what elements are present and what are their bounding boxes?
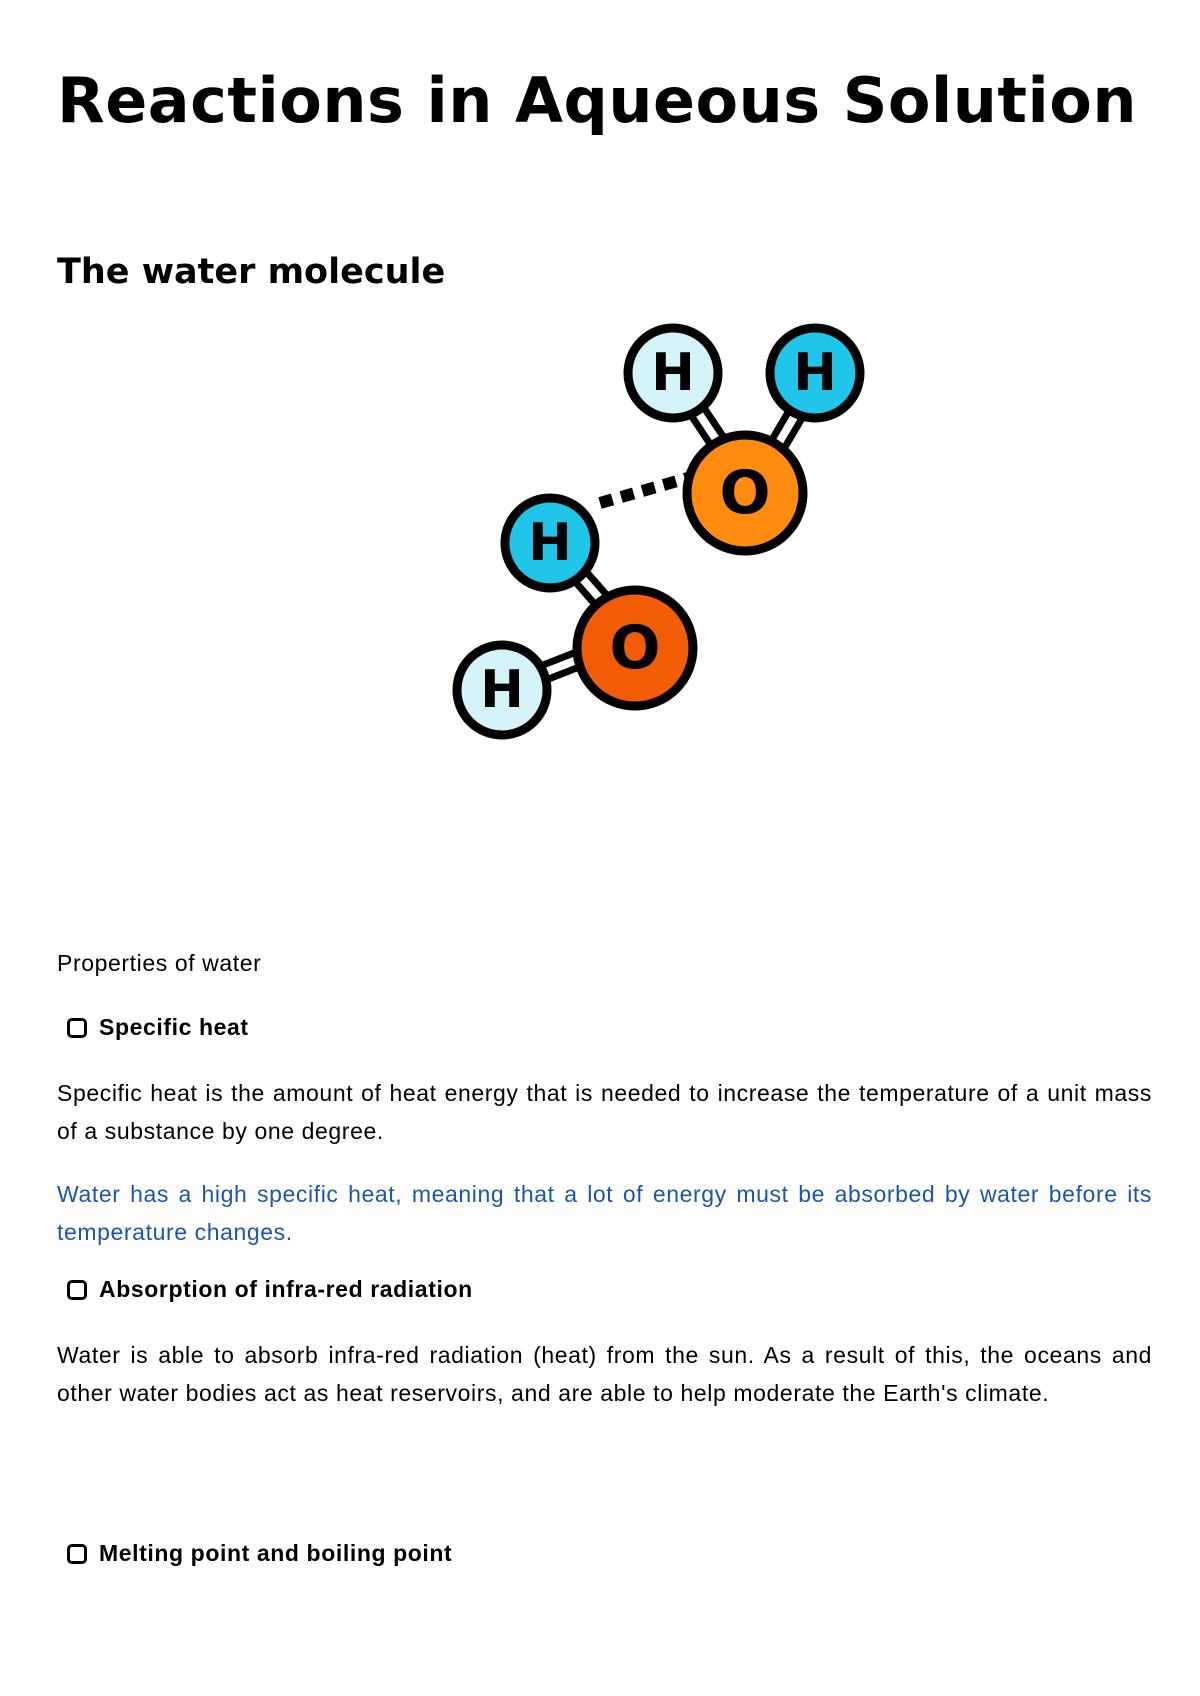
specific-heat-highlight: Water has a high specific heat, meaning that a lot of energy must be absorbed by water before its temperature changes. bbox=[57, 1181, 1152, 1245]
hydrogen-atom-1-label: H bbox=[651, 343, 695, 403]
infrared-paragraph: Water is able to absorb infra-red radiation (heat) from the sun. As a result of this, the oceans and other water bodies act as heat reservoirs, and are able to help moderate the Earth's climate. bbox=[57, 1342, 1152, 1406]
specific-heat-heading-text: Specific heat bbox=[99, 1014, 249, 1040]
oxygen-atom-1 bbox=[687, 435, 803, 551]
hydrogen-atom-4 bbox=[457, 645, 547, 735]
melting-boiling-heading bbox=[67, 1540, 452, 1567]
infrared-heading-text: Absorption of infra-red radiation bbox=[99, 1276, 473, 1302]
oxygen-atom-2 bbox=[577, 590, 693, 706]
hydrogen-atom-3 bbox=[505, 498, 595, 588]
specific-heat-heading bbox=[67, 1014, 249, 1041]
oxygen-atom-2-label: O bbox=[609, 613, 661, 683]
hydrogen-atom-2 bbox=[770, 328, 860, 418]
hydrogen-atom-4-label: H bbox=[480, 660, 524, 720]
oxygen-atom-1-label: O bbox=[719, 458, 771, 528]
water-molecule-illustration bbox=[390, 318, 920, 748]
specific-heat-checkbox[interactable] bbox=[67, 1018, 87, 1038]
page-title: Reactions in Aqueous Solution bbox=[57, 64, 1138, 137]
melting-boiling-checkbox[interactable] bbox=[67, 1544, 87, 1564]
properties-label: Properties of water bbox=[57, 950, 262, 976]
hydrogen-atom-2-label: H bbox=[793, 343, 837, 403]
melting-boiling-heading-text: Melting point and boiling point bbox=[99, 1540, 453, 1566]
hydrogen-atom-1 bbox=[628, 328, 718, 418]
hydrogen-atom-3-label: H bbox=[528, 513, 572, 573]
infrared-checkbox[interactable] bbox=[67, 1280, 87, 1300]
section-subtitle: The water molecule bbox=[57, 252, 446, 292]
specific-heat-paragraph: Specific heat is the amount of heat energy that is needed to increase the temperature of a unit mass of a substance by one degree. bbox=[57, 1080, 1152, 1144]
infrared-heading bbox=[67, 1276, 473, 1303]
